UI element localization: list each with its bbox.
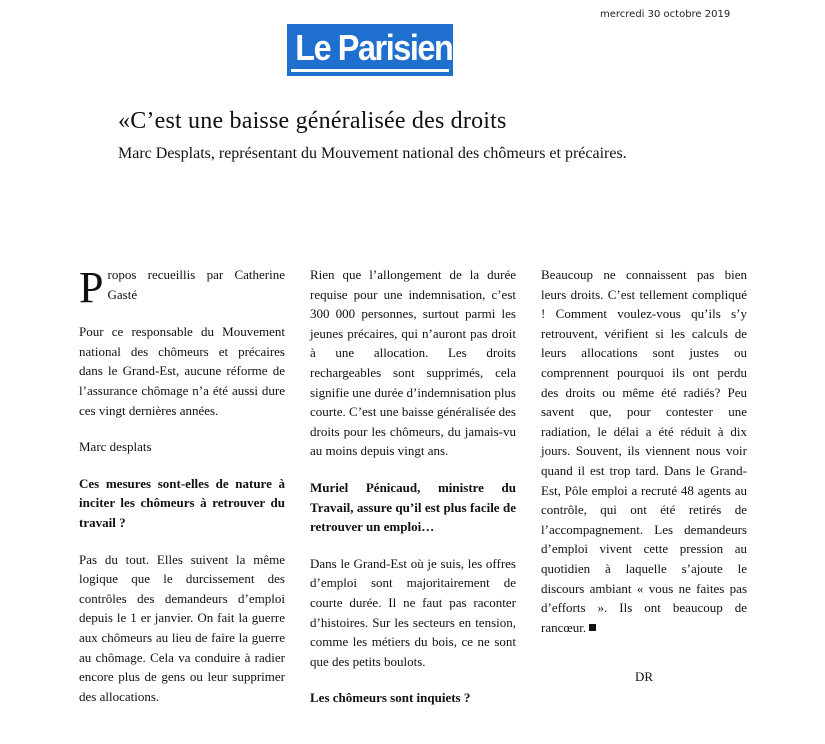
question-2: Muriel Pénicaud, ministre du Travail, assure qu’il est plus facile de retrouver un emploi… (310, 479, 516, 535)
answer-3-text: Beaucoup ne connaissent pas bien leurs droits. C’est tellement compliqué ! Comment voulez-vous qu’ils s’y retrouvent, vérifient si les calculs de leurs allocations sont justes ou comprennent pourquoi ils ont perdu des droits ou même été radiés? Peu savent que, pour contester une radiation, le délai a été réduit à dix jours. Souvent, ils viennent nous voir quand il est trop tard. Dans le Grand-Est, Pôle emploi a recruté 48 agents au contrôle, qui ont été retirés de l’accompagnement. Les demandeurs d’emploi vivent cette pression au quotidien à laquelle s’ajoute le discours ambiant « vous ne faites pas d’efforts ». Ils ont beaucoup de rancœur. (541, 267, 747, 635)
answer-1-continued: Rien que l’allongement de la durée requise pour une indemnisation, c’est 300 000 personnes, surtout parmi les jeunes précaires, qui n’auront pas droit à une allocation. Les droits rechargeables sont supprimés, cela signifie une durée d’indemnisation plus courte. C’est une baisse généralisée des droits pour les chômeurs, du jamais-vu au moins depuis vingt ans. (310, 267, 516, 459)
photo-credit: DR (634, 669, 654, 685)
question-1: Ces mesures sont-elles de nature à inciter les chômeurs à retrouver du travail ? (79, 475, 285, 530)
drop-cap: P (79, 263, 104, 312)
article-headline: «C’est une baisse généralisée des droits (118, 108, 507, 134)
byline-text: ropos recueillis par Catherine Gasté (107, 267, 285, 302)
article-intro: Pour ce responsable du Mouvement national des chômeurs et précaires dans le Grand-Est, aucune réforme de l’assurance chômage n’a été aussi dure ces vingt dernières années. (79, 324, 285, 418)
article-column-2 (310, 265, 516, 725)
logo-underline (291, 69, 449, 72)
answer-1: Pas du tout. Elles suivent la même logique que le durcissement des contrôles des demandeurs d’emploi depuis le 1 er janvier. On fait la guerre aux chômeurs au lieu de faire la guerre au chômage. Cela va conduire à radier encore plus de gens ou leur supprimer des allocations. (79, 551, 285, 704)
article-subhead: Marc Desplats, représentant du Mouvement national des chômeurs et précaires. (118, 145, 627, 162)
article-column-1 (79, 265, 285, 723)
publication-date: mercredi 30 octobre 2019 (600, 9, 731, 20)
article-column-3 (541, 265, 747, 687)
logo-text: Le Parisien (295, 27, 453, 68)
interviewee-name: Marc desplats (79, 439, 152, 455)
newspaper-logo (287, 24, 453, 76)
end-of-article-mark (589, 624, 596, 631)
answer-2: Dans le Grand-Est où je suis, les offres d’emploi sont majoritairement de courte durée. Il ne faut pas raconter d’histoires. Sur les secteurs en tension, comme les métiers du bois, ce ne sont que des petits boulots. (310, 555, 516, 669)
question-3: Les chômeurs sont inquiets ? (310, 690, 471, 706)
byline (79, 263, 285, 312)
answer-3 (541, 265, 747, 637)
